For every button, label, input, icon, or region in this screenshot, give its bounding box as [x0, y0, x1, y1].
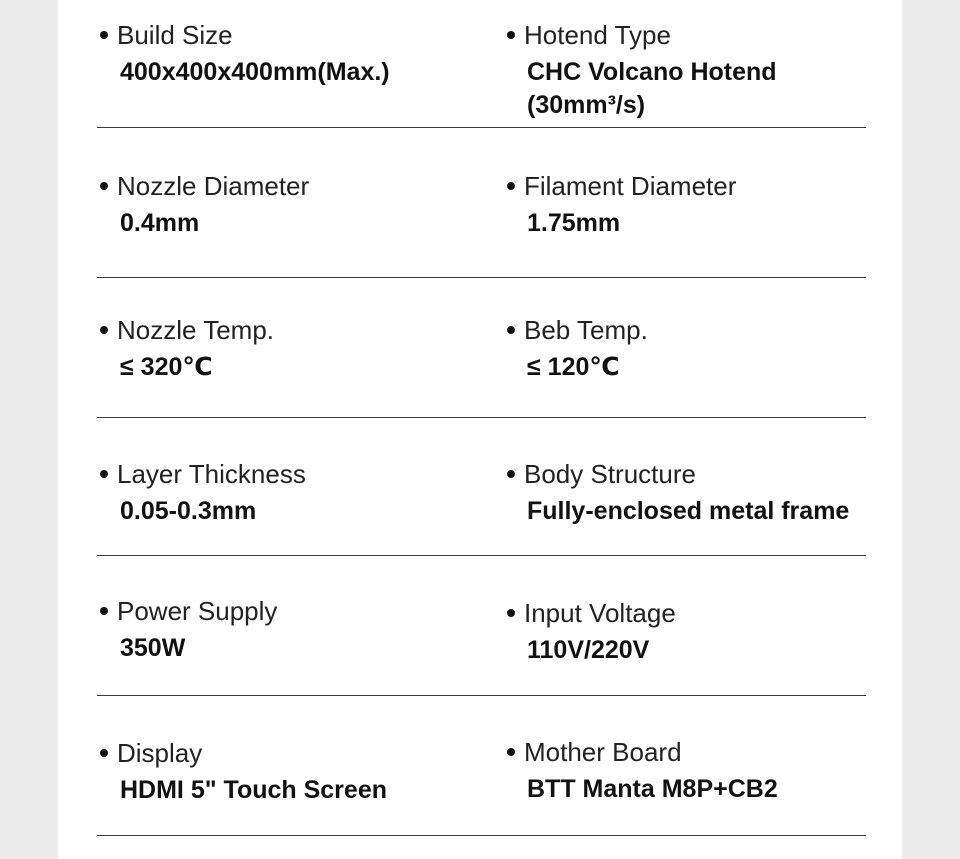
spec-label: Nozzle Temp. [117, 315, 275, 345]
spec-label: Mother Board [524, 737, 682, 767]
spec-label: Input Voltage [524, 598, 676, 628]
bullet-icon [507, 470, 515, 478]
spec-label: Power Supply [117, 596, 278, 626]
bullet-icon [507, 326, 515, 334]
bullet-icon [100, 182, 108, 190]
bullet-icon [100, 607, 108, 615]
spec-value: 350W [120, 634, 186, 662]
spec-value: 1.75mm [527, 209, 621, 237]
bullet-icon [100, 31, 108, 39]
spec-label: Beb Temp. [524, 315, 648, 345]
spec-value: ≤ 120℃ [527, 353, 620, 381]
spec-value: 110V/220V [527, 636, 650, 664]
bullet-icon [100, 326, 108, 334]
spec-label: Filament Diameter [524, 171, 737, 201]
spec-value: BTT Manta M8P+CB2 [527, 775, 778, 803]
spec-label: Hotend Type [524, 20, 671, 50]
spec-sheet-panel [58, 0, 902, 859]
spec-value: CHC Volcano Hotend (30mm³/s) [527, 58, 777, 119]
bullet-icon [507, 609, 515, 617]
spec-value: ≤ 320℃ [120, 353, 213, 381]
spec-value: Fully-enclosed metal frame [527, 497, 850, 525]
spec-label: Layer Thickness [117, 459, 306, 489]
spec-value: 400x400x400mm(Max.) [120, 58, 390, 86]
bullet-icon [100, 470, 108, 478]
spec-label: Display [117, 738, 203, 768]
spec-label: Nozzle Diameter [117, 171, 310, 201]
bullet-icon [507, 31, 515, 39]
spec-value: 0.05-0.3mm [120, 497, 257, 525]
spec-label: Build Size [117, 20, 233, 50]
spec-value: 0.4mm [120, 209, 200, 237]
spec-value: HDMI 5" Touch Screen [120, 776, 387, 804]
bullet-icon [507, 182, 515, 190]
bullet-icon [100, 749, 108, 757]
spec-label: Body Structure [524, 459, 696, 489]
bullet-icon [507, 748, 515, 756]
